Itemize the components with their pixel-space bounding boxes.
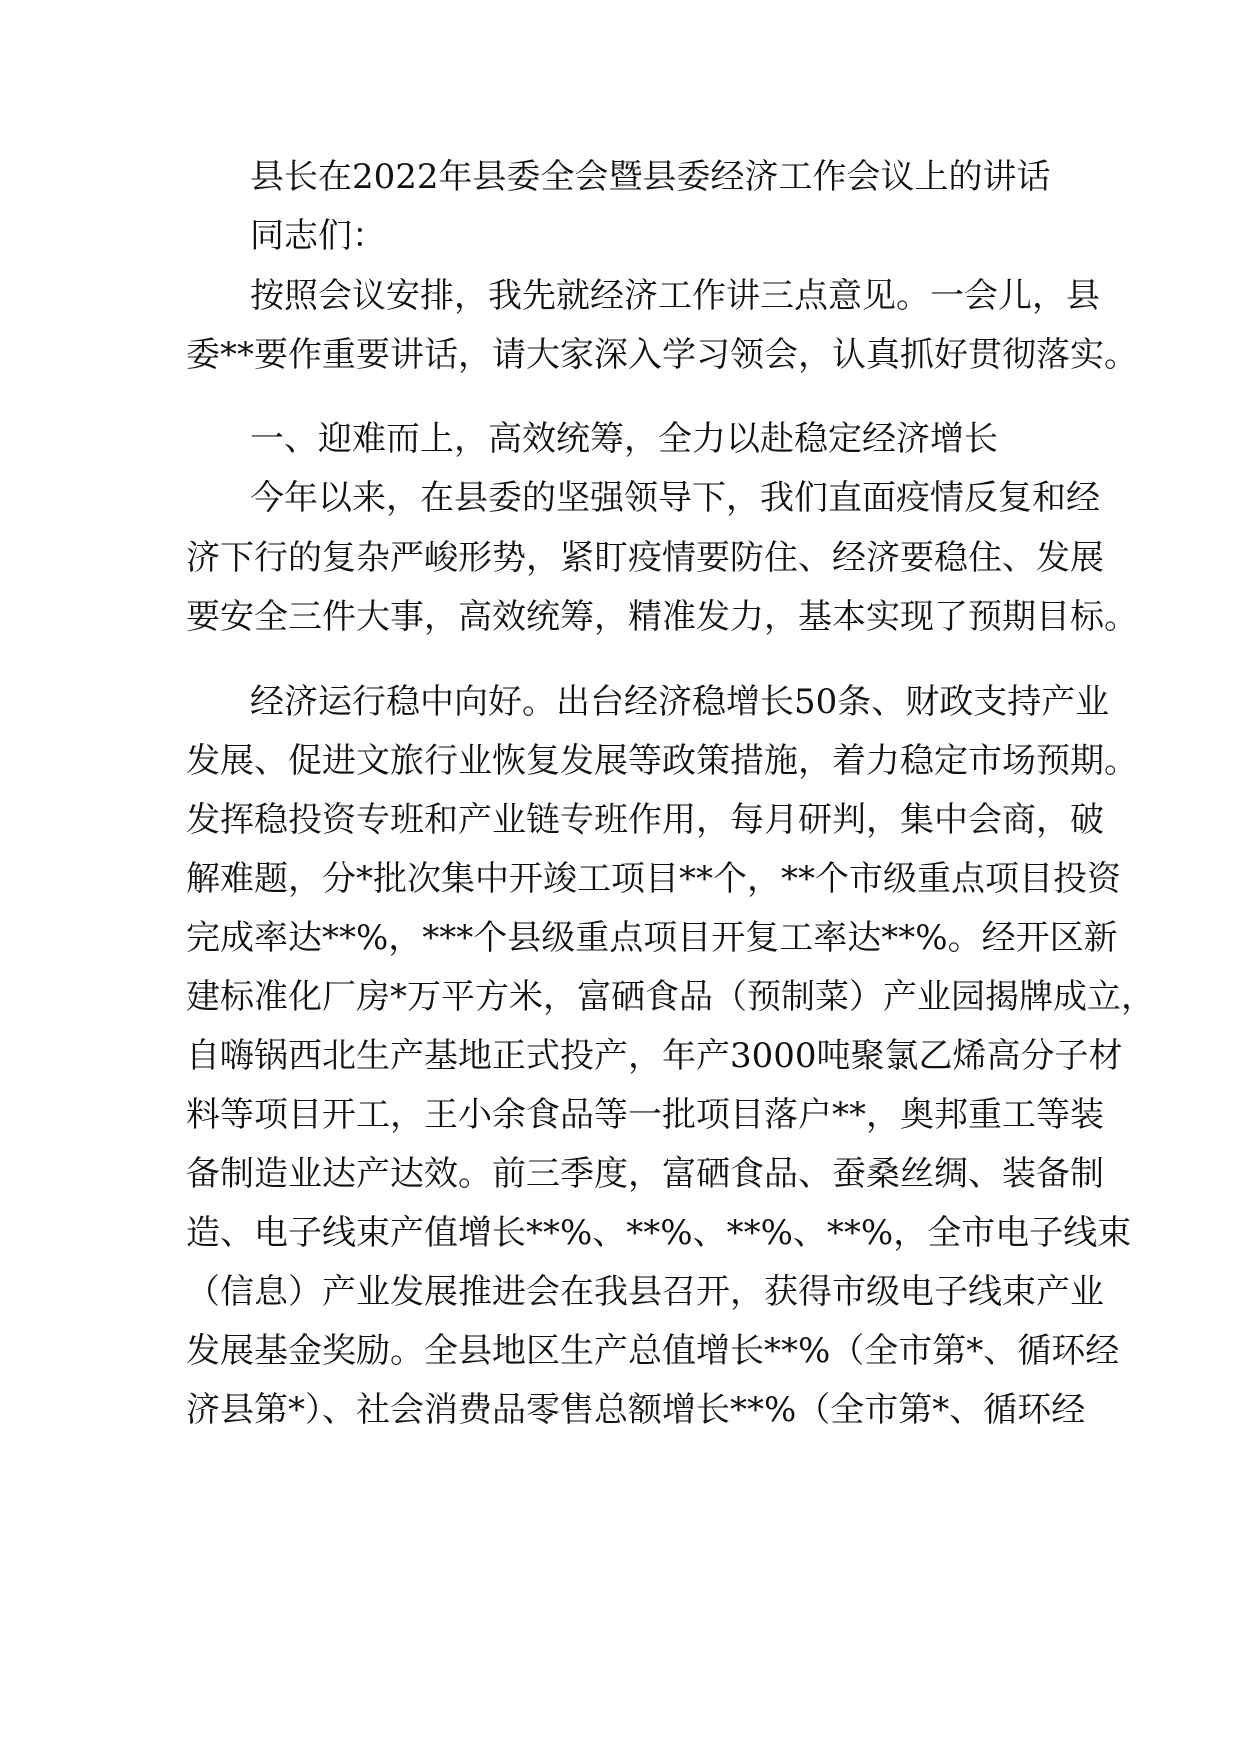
paragraph-line: 发展基金奖励。全县地区生产总值增长**%（全市第*、循环经 [186,1331,1120,1371]
salutation: 同志们： [250,216,386,256]
paragraph-line: 建标准化厂房*万平方米，富硒食品（预制菜）产业园揭牌成立， [186,977,1155,1017]
intro-line: 委**要作重要讲话，请大家深入学习领会，认真抓好贯彻落实。 [186,335,1138,375]
paragraph-line: 济下行的复杂严峻形势，紧盯疫情要防住、经济要稳住、发展 [186,538,1104,578]
paragraph-line: 发挥稳投资专班和产业链专班作用，每月研判，集中会商，破 [186,800,1104,840]
document-title: 县长在2022年县委全会暨县委经济工作会议上的讲话 [250,157,1051,197]
paragraph-line: 料等项目开工，王小余食品等一批项目落户**，奥邦重工等装 [186,1095,1104,1135]
paragraph-line: 要安全三件大事，高效统筹，精准发力，基本实现了预期目标。 [186,597,1138,637]
paragraph-line: 造、电子线束产值增长**%、**%、**%、**%，全市电子线束 [186,1213,1132,1253]
paragraph-line: 发展、促进文旅行业恢复发展等政策措施，着力稳定市场预期。 [186,741,1138,781]
paragraph-line: 自嗨锅西北生产基地正式投产，年产3000吨聚氯乙烯高分子材 [186,1036,1123,1076]
paragraph-line: 经济运行稳中向好。出台经济稳增长50条、财政支持产业 [250,682,1110,722]
paragraph-line: 今年以来，在县委的坚强领导下，我们直面疫情反复和经 [250,478,1100,518]
paragraph-line: （信息）产业发展推进会在我县召开，获得市级电子线束产业 [186,1272,1104,1312]
paragraph-line: 济县第*）、社会消费品零售总额增长**%（全市第*、循环经 [186,1390,1086,1430]
section-heading: 一、迎难而上，高效统筹，全力以赴稳定经济增长 [250,419,998,459]
paragraph-line: 备制造业达产达效。前三季度，富硒食品、蚕桑丝绸、装备制 [186,1154,1104,1194]
paragraph-line: 完成率达**%，***个县级重点项目开复工率达**%。经开区新 [186,918,1118,958]
intro-line: 按照会议安排，我先就经济工作讲三点意见。一会儿，县 [250,276,1100,316]
paragraph-line: 解难题，分*批次集中开竣工项目**个，**个市级重点项目投资 [186,859,1121,899]
